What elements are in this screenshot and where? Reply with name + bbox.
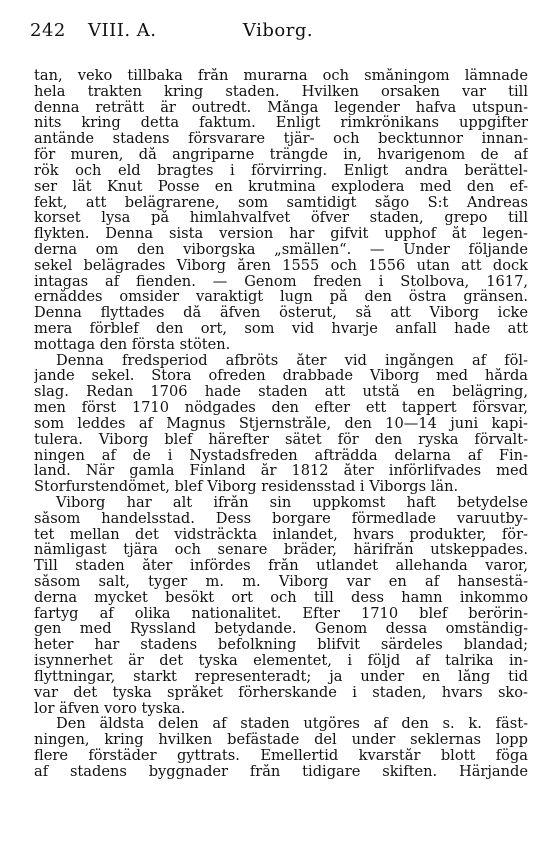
text-line: Viborg har alt ifrån sin uppkomst haft betydelse (56, 494, 528, 511)
text-line: nämligast tjära och senare bräder, härifrån utskeppades. (34, 542, 528, 559)
text-line: fartyg af olika nationalitet. Efter 1710 blef berörin- (34, 605, 528, 622)
text-line: fekt, att belägrarene, som samtidigt sågo S:t Andreas (34, 194, 528, 211)
text-line: tan, veko tillbaka från murarna och småningom lämnade (34, 68, 528, 84)
section-label: VIII. A. (88, 20, 157, 41)
text-line: derna mycket besökt ort och till dess hamn inkommo (34, 589, 528, 606)
text-line: slag. Redan 1706 hade staden att utstå en belägring, (34, 384, 528, 401)
text-line: ningen af de i Nystadsfreden afträdda delarna af Fin- (34, 447, 528, 464)
text-line: flyttningar, starkt representeradt; ja under en lång tid (34, 668, 528, 685)
text-line: ernåddes omsider varaktigt lugn på den östra gränsen. (34, 289, 528, 306)
text-line: ser lät Knut Posse en krutmina explodera med den ef- (34, 178, 528, 195)
text-line: derna om den viborgska „smällen“. — Under följande (34, 241, 528, 258)
text-line: isynnerhet är det tyska elementet, i följd af talrika in- (34, 653, 528, 669)
text-line: denna reträtt är outredt. Många legender hafva utspun- (34, 99, 528, 116)
text-line: flykten. Denna sista version har gifvit upphof åt legen- (34, 226, 528, 242)
text-line: lor äfven voro tyska. (34, 700, 186, 717)
text-line: såsom handelsstad. Dess borgare förmedlade varuutby- (34, 510, 528, 527)
text-line: gen med Ryssland betydande. Genom dessa omständig- (34, 621, 528, 638)
text-line: som leddes af Magnus Stjernstråle, den 10—14 juni kapi- (34, 415, 528, 432)
text-line: land. När gamla Finland år 1812 åter införlifvades med (34, 463, 528, 480)
text-line: sekel belägrades Viborg åren 1555 och 1556 utan att dock (34, 257, 528, 274)
text-line: Storfurstendömet, blef Viborg residensstad i Viborgs län. (34, 479, 459, 495)
text-line: rök och eld bragtes i förvirring. Enligt andra berättel- (34, 162, 528, 179)
text-line: mottaga den första stöten. (34, 336, 231, 353)
body-text (34, 68, 528, 780)
running-title: Viborg. (242, 20, 314, 41)
text-line: nits kring detta faktum. Enligt rimkrönikans uppgifter (34, 115, 528, 132)
text-line: af stadens byggnader från tidigare skiften. Härjande (34, 763, 528, 780)
text-line: Den äldsta delen af staden utgöres af den s. k. fäst- (56, 716, 528, 733)
text-line: Denna fredsperiod afbröts åter vid ingången af föl- (56, 352, 528, 369)
text-line: Till staden åter infördes från utlandet allehanda varor, (34, 558, 528, 574)
text-line: jande sekel. Stora ofreden drabbade Viborg med hårda (34, 368, 528, 385)
text-line: för muren, då angriparne trängde in, hvarigenom de af (34, 147, 528, 163)
text-line: tet mellan det vidsträckta inlandet, hvars produkter, för- (34, 526, 528, 543)
text-line: korset lysa på himlahvalfvet öfver staden, grepo till (34, 210, 528, 227)
text-line: men först 1710 nödgades den efter ett tappert försvar, (34, 400, 528, 416)
text-line: flere förstäder gyttrats. Emellertid kvarstår blott föga (34, 747, 528, 764)
text-line: såsom salt, tyger m. m. Viborg var en af hansestä- (34, 574, 528, 590)
text-line: hela trakten kring staden. Hvilken orsaken var till (34, 83, 528, 100)
text-line: heter har stadens befolkning blifvit särdeles blandad; (34, 637, 528, 654)
text-line: intagas af fienden. — Genom freden i Stolbova, 1617, (34, 273, 528, 290)
text-line: mera förblef den ort, som vid hvarje anfall hade att (34, 321, 528, 337)
text-line: var det tyska språket förherskande i staden, hvars sko- (34, 684, 528, 701)
text-line: Denna flyttades då äfven österut, så att Viborg icke (34, 305, 528, 321)
text-line: ningen, kring hvilken befästade del under seklernas lopp (34, 732, 528, 748)
text-line: antände stadens försvarare tjär- och becktunnor innan- (34, 131, 528, 148)
text-line: tulera. Viborg blef härefter sätet för den ryska förvalt- (34, 431, 528, 448)
page-number: 242 (30, 20, 66, 41)
running-header (30, 18, 526, 44)
